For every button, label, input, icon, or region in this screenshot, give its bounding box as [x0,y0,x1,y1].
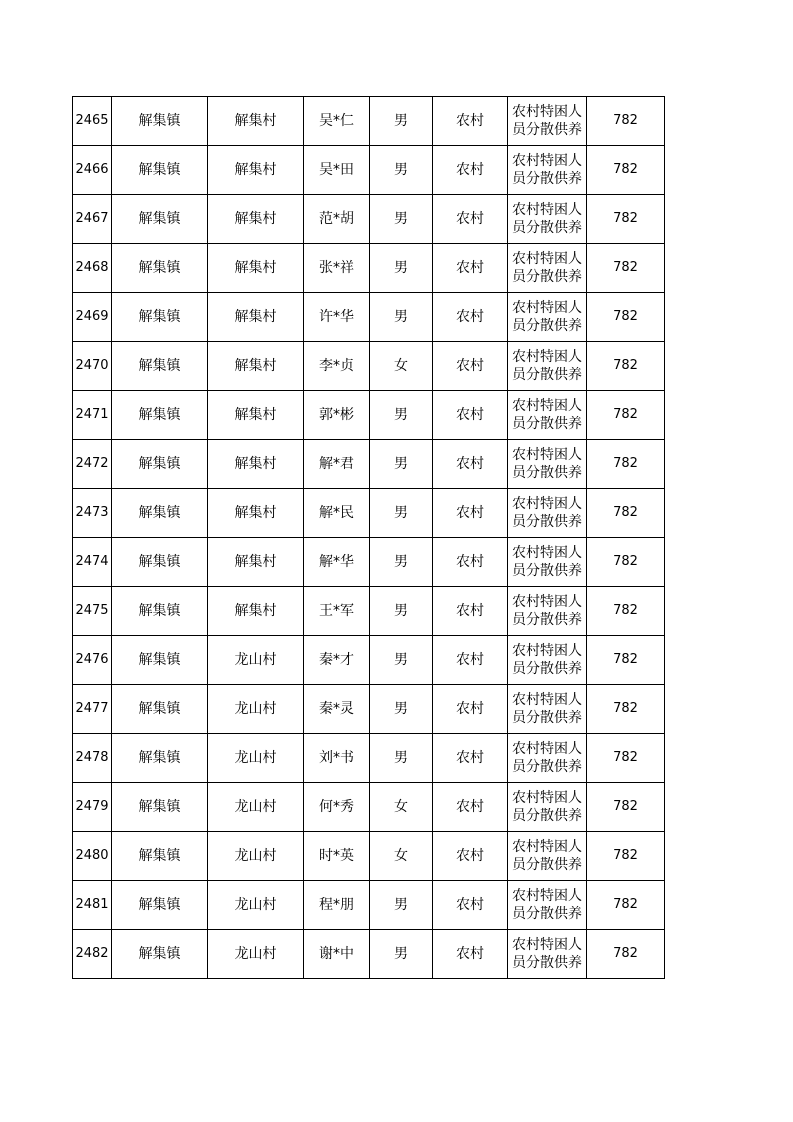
cell-id: 2465 [73,97,112,146]
cell-id: 2474 [73,538,112,587]
cell-village: 龙山村 [208,930,304,979]
cell-town: 解集镇 [112,440,208,489]
cell-id: 2469 [73,293,112,342]
cell-id: 2477 [73,685,112,734]
cell-village: 解集村 [208,97,304,146]
cell-category: 农村特困人员分散供养 [508,293,587,342]
cell-name: 许*华 [304,293,370,342]
cell-household-type: 农村 [433,489,508,538]
cell-household-type: 农村 [433,342,508,391]
cell-name: 吴*仁 [304,97,370,146]
cell-category: 农村特困人员分散供养 [508,636,587,685]
cell-name: 秦*灵 [304,685,370,734]
cell-amount: 782 [587,244,665,293]
records-table [72,96,665,979]
cell-category: 农村特困人员分散供养 [508,930,587,979]
cell-village: 解集村 [208,244,304,293]
cell-name: 郭*彬 [304,391,370,440]
cell-name: 何*秀 [304,783,370,832]
cell-town: 解集镇 [112,244,208,293]
cell-id: 2478 [73,734,112,783]
table-row [73,146,665,195]
cell-category: 农村特困人员分散供养 [508,391,587,440]
cell-id: 2480 [73,832,112,881]
cell-amount: 782 [587,832,665,881]
cell-village: 解集村 [208,538,304,587]
cell-amount: 782 [587,293,665,342]
cell-category: 农村特困人员分散供养 [508,587,587,636]
cell-gender: 男 [370,930,433,979]
cell-gender: 女 [370,342,433,391]
table-row [73,685,665,734]
cell-gender: 男 [370,293,433,342]
cell-village: 解集村 [208,489,304,538]
table-row [73,440,665,489]
cell-amount: 782 [587,636,665,685]
cell-village: 解集村 [208,391,304,440]
table-row [73,342,665,391]
cell-name: 秦*才 [304,636,370,685]
cell-amount: 782 [587,440,665,489]
cell-household-type: 农村 [433,832,508,881]
cell-town: 解集镇 [112,538,208,587]
cell-id: 2482 [73,930,112,979]
table-row [73,734,665,783]
cell-id: 2481 [73,881,112,930]
cell-town: 解集镇 [112,489,208,538]
cell-id: 2467 [73,195,112,244]
cell-amount: 782 [587,489,665,538]
table-row [73,587,665,636]
cell-amount: 782 [587,734,665,783]
table-row [73,930,665,979]
cell-household-type: 农村 [433,97,508,146]
cell-town: 解集镇 [112,734,208,783]
cell-household-type: 农村 [433,881,508,930]
cell-amount: 782 [587,342,665,391]
cell-category: 农村特困人员分散供养 [508,342,587,391]
cell-category: 农村特困人员分散供养 [508,734,587,783]
cell-amount: 782 [587,97,665,146]
table-row [73,195,665,244]
cell-gender: 男 [370,685,433,734]
cell-amount: 782 [587,587,665,636]
cell-gender: 男 [370,391,433,440]
cell-id: 2476 [73,636,112,685]
table-row [73,636,665,685]
cell-household-type: 农村 [433,930,508,979]
cell-id: 2471 [73,391,112,440]
cell-category: 农村特困人员分散供养 [508,832,587,881]
cell-amount: 782 [587,195,665,244]
cell-amount: 782 [587,538,665,587]
cell-household-type: 农村 [433,195,508,244]
cell-category: 农村特困人员分散供养 [508,244,587,293]
cell-name: 谢*中 [304,930,370,979]
cell-name: 张*祥 [304,244,370,293]
table-row [73,293,665,342]
cell-town: 解集镇 [112,832,208,881]
cell-category: 农村特困人员分散供养 [508,538,587,587]
cell-name: 时*英 [304,832,370,881]
table-row [73,391,665,440]
cell-village: 解集村 [208,293,304,342]
cell-id: 2466 [73,146,112,195]
cell-gender: 男 [370,734,433,783]
cell-household-type: 农村 [433,734,508,783]
cell-town: 解集镇 [112,930,208,979]
cell-amount: 782 [587,391,665,440]
cell-household-type: 农村 [433,391,508,440]
cell-town: 解集镇 [112,195,208,244]
cell-id: 2473 [73,489,112,538]
cell-name: 王*军 [304,587,370,636]
cell-village: 龙山村 [208,734,304,783]
cell-town: 解集镇 [112,342,208,391]
cell-gender: 男 [370,636,433,685]
cell-gender: 女 [370,832,433,881]
cell-village: 龙山村 [208,881,304,930]
cell-id: 2479 [73,783,112,832]
cell-town: 解集镇 [112,636,208,685]
table-row [73,881,665,930]
cell-village: 解集村 [208,440,304,489]
cell-gender: 男 [370,881,433,930]
cell-category: 农村特困人员分散供养 [508,783,587,832]
cell-town: 解集镇 [112,293,208,342]
cell-village: 解集村 [208,342,304,391]
cell-household-type: 农村 [433,244,508,293]
cell-gender: 男 [370,440,433,489]
cell-category: 农村特困人员分散供养 [508,685,587,734]
cell-category: 农村特困人员分散供养 [508,440,587,489]
cell-village: 解集村 [208,587,304,636]
cell-town: 解集镇 [112,685,208,734]
cell-village: 解集村 [208,195,304,244]
cell-id: 2468 [73,244,112,293]
table-row [73,489,665,538]
cell-name: 范*胡 [304,195,370,244]
cell-gender: 男 [370,538,433,587]
cell-category: 农村特困人员分散供养 [508,146,587,195]
table-row [73,832,665,881]
cell-gender: 男 [370,146,433,195]
cell-gender: 男 [370,489,433,538]
cell-id: 2472 [73,440,112,489]
cell-town: 解集镇 [112,783,208,832]
cell-household-type: 农村 [433,440,508,489]
cell-village: 解集村 [208,146,304,195]
cell-village: 龙山村 [208,685,304,734]
cell-gender: 男 [370,195,433,244]
cell-amount: 782 [587,881,665,930]
cell-household-type: 农村 [433,636,508,685]
cell-amount: 782 [587,146,665,195]
cell-name: 刘*书 [304,734,370,783]
cell-id: 2470 [73,342,112,391]
cell-name: 解*君 [304,440,370,489]
cell-household-type: 农村 [433,146,508,195]
cell-village: 龙山村 [208,636,304,685]
cell-household-type: 农村 [433,293,508,342]
cell-amount: 782 [587,783,665,832]
cell-town: 解集镇 [112,587,208,636]
cell-town: 解集镇 [112,391,208,440]
cell-name: 程*朋 [304,881,370,930]
cell-category: 农村特困人员分散供养 [508,195,587,244]
cell-household-type: 农村 [433,685,508,734]
cell-gender: 男 [370,244,433,293]
table-row [73,97,665,146]
table-body [73,97,665,979]
cell-town: 解集镇 [112,97,208,146]
table-row [73,783,665,832]
cell-gender: 男 [370,587,433,636]
cell-household-type: 农村 [433,587,508,636]
cell-town: 解集镇 [112,146,208,195]
table-row [73,244,665,293]
cell-household-type: 农村 [433,538,508,587]
cell-gender: 女 [370,783,433,832]
cell-amount: 782 [587,685,665,734]
cell-name: 解*华 [304,538,370,587]
cell-name: 解*民 [304,489,370,538]
cell-village: 龙山村 [208,783,304,832]
cell-household-type: 农村 [433,783,508,832]
cell-category: 农村特困人员分散供养 [508,881,587,930]
cell-town: 解集镇 [112,881,208,930]
cell-name: 吴*田 [304,146,370,195]
cell-category: 农村特困人员分散供养 [508,489,587,538]
cell-id: 2475 [73,587,112,636]
table-row [73,538,665,587]
cell-gender: 男 [370,97,433,146]
cell-name: 李*贞 [304,342,370,391]
cell-village: 龙山村 [208,832,304,881]
cell-amount: 782 [587,930,665,979]
cell-category: 农村特困人员分散供养 [508,97,587,146]
